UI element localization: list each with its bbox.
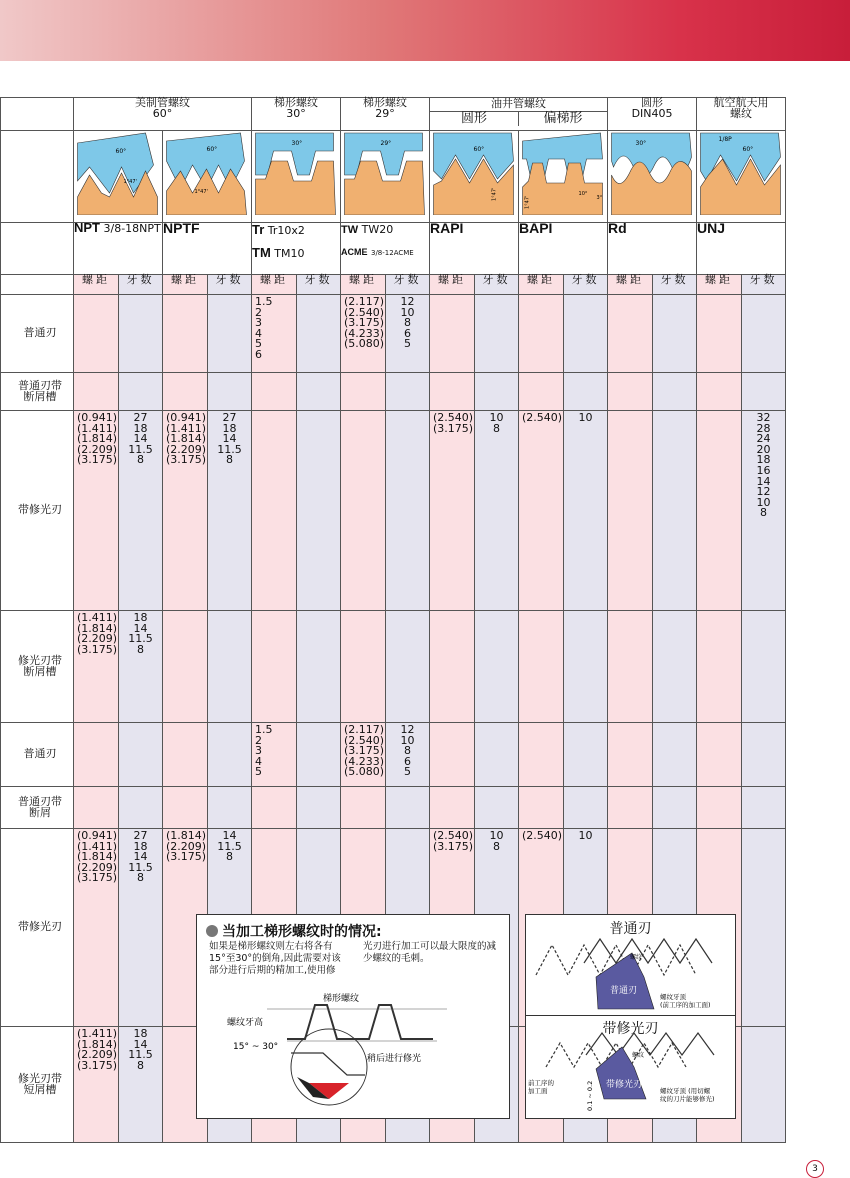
- tw-pitch-cell: [341, 373, 386, 411]
- tr-pitch-cell: [252, 411, 297, 611]
- npt-pitch-cell: [74, 295, 119, 373]
- unj-pitch-cell: [697, 373, 742, 411]
- rapi-tpi-cell: 10 8: [475, 829, 519, 1027]
- bapi-taper-label: 1°47': [524, 195, 531, 209]
- unj-pitch-cell: [697, 787, 742, 829]
- table-row: [1, 723, 786, 787]
- nptf-tpi-cell: 27 18 14 11.5 8: [208, 411, 252, 611]
- nptf-pitch-cell: [163, 373, 208, 411]
- row-label: 带修光刃: [1, 411, 74, 611]
- comparison-diagram: [526, 915, 735, 1120]
- rapi-pitch-cell: [430, 787, 475, 829]
- unj-pitch-cell: [697, 411, 742, 611]
- comparison-panel: 普通刃 带修光刃 普通刃 螺纹 螺纹牙顶(前工序的加工面) 带修光刃 螺纹 前工序的加工面 0.1 ~ 0.2 螺纹牙顶 (用切螺纹的刀片能够修光): [525, 914, 736, 1119]
- bapi-profile: [519, 131, 608, 223]
- bapi-pitch-cell: (2.540): [519, 829, 564, 1027]
- svg-text:螺纹: 螺纹: [632, 1052, 645, 1059]
- rapi-pitch-cell: [430, 295, 475, 373]
- tr-pitch-cell: [252, 787, 297, 829]
- rapi-tpi-cell: [475, 611, 519, 723]
- nptf-name: NPTF: [163, 223, 252, 275]
- svg-text:前工序的加工面: 前工序的加工面: [528, 1079, 554, 1095]
- pitch-column-header: 螺距: [430, 275, 475, 295]
- bapi-tpi-cell: [564, 373, 608, 411]
- rapi-tpi-cell: [475, 723, 519, 787]
- rd-tpi-cell: [653, 723, 697, 787]
- unj-tpi-cell: [742, 611, 786, 723]
- unj-tpi-cell: [742, 1027, 786, 1143]
- tr-pitch-cell: [252, 611, 297, 723]
- tw-tpi-cell: 12 10 8 6 5: [386, 295, 430, 373]
- tw-pitch-cell: (2.117) (2.540) (3.175) (4.233) (5.080): [341, 723, 386, 787]
- rapi-name: RAPI: [430, 223, 519, 275]
- rd-pitch-cell: [608, 723, 653, 787]
- bapi-pitch-cell: [519, 295, 564, 373]
- tr-tpi-cell: [297, 295, 341, 373]
- unj-pitch-cell: [697, 611, 742, 723]
- rapi-pitch-cell: (2.540) (3.175): [430, 829, 475, 1027]
- bapi-pitch-cell: [519, 787, 564, 829]
- tr-tpi-cell: [297, 787, 341, 829]
- unj-angle-label: 60°: [742, 146, 754, 153]
- tr-pitch-cell: 1.5 2 3 4 5 6: [252, 295, 297, 373]
- nptf-pitch-cell: (0.941) (1.411) (1.814) (2.209) (3.175): [163, 411, 208, 611]
- svg-text:稍后进行修光: 稍后进行修光: [367, 1054, 422, 1064]
- tw-tpi-cell: [386, 787, 430, 829]
- table-row: [1, 373, 786, 411]
- tr-tpi-cell: [297, 411, 341, 611]
- unj-tpi-cell: [742, 787, 786, 829]
- tr-angle-label: 30°: [291, 140, 303, 147]
- npt-pitch-cell: (0.941) (1.411) (1.814) (2.209) (3.175): [74, 411, 119, 611]
- unj-tpi-cell: 32 28 24 20 18 16 14 12 10 8: [742, 411, 786, 611]
- unj-p-label: 1/8P: [718, 136, 732, 143]
- rapi-tpi-cell: [475, 295, 519, 373]
- group-unj-header: 航空航天用 螺纹: [697, 98, 786, 131]
- rd-tpi-cell: [653, 611, 697, 723]
- npt-pitch-cell: [74, 723, 119, 787]
- svg-text:0.1 ~ 0.2: 0.1 ~ 0.2: [586, 1080, 594, 1111]
- row-label: 普通刃: [1, 295, 74, 373]
- bullet-icon: [206, 925, 218, 937]
- tpi-column-header: 牙数: [386, 275, 430, 295]
- row-label: 普通刃带 断屑槽: [1, 373, 74, 411]
- svg-text:带修光刃: 带修光刃: [606, 1080, 643, 1090]
- unj-tpi-cell: [742, 373, 786, 411]
- nptf-tpi-cell: [208, 723, 252, 787]
- tpi-column-header: 牙数: [653, 275, 697, 295]
- rd-pitch-cell: [608, 611, 653, 723]
- nptf-pitch-cell: [163, 787, 208, 829]
- tpi-column-header: 牙数: [475, 275, 519, 295]
- rapi-angle-label: 60°: [473, 146, 485, 153]
- rd-pitch-cell: [608, 373, 653, 411]
- npt-pitch-cell: (1.411) (1.814) (2.209) (3.175): [74, 1027, 119, 1143]
- pitch-column-header: 螺距: [163, 275, 208, 295]
- bapi-tpi-cell: 10: [564, 411, 608, 611]
- nptf-tpi-cell: [208, 611, 252, 723]
- bapi-pitch-cell: [519, 373, 564, 411]
- bapi-tpi-cell: [564, 295, 608, 373]
- nptf-profile: [163, 131, 252, 223]
- tpi-column-header: 牙数: [119, 275, 163, 295]
- tr-profile: [252, 131, 341, 223]
- svg-text:15° ~ 30°: 15° ~ 30°: [233, 1042, 279, 1052]
- pitch-column-header: 螺距: [608, 275, 653, 295]
- svg-text:螺纹牙顶(前工序的加工面): 螺纹牙顶(前工序的加工面): [660, 993, 711, 1009]
- top-banner: [0, 0, 850, 61]
- table-row: [1, 295, 786, 373]
- nptf-tpi-cell: [208, 295, 252, 373]
- nptf-pitch-cell: [163, 723, 208, 787]
- corner-cell: [1, 98, 74, 131]
- npt-tpi-cell: 27 18 14 11.5 8: [119, 411, 163, 611]
- row-label: 修光刃带 断屑槽: [1, 611, 74, 723]
- pitch-column-header: 螺距: [697, 275, 742, 295]
- page-number: 3: [806, 1160, 824, 1178]
- rapi-tpi-cell: [475, 787, 519, 829]
- rd-name: Rd: [608, 223, 697, 275]
- svg-text:梯形螺纹: 梯形螺纹: [323, 994, 360, 1004]
- unj-pitch-cell: [697, 295, 742, 373]
- tpi-column-header: 牙数: [297, 275, 341, 295]
- rd-pitch-cell: [608, 787, 653, 829]
- nptf-tpi-cell: 14 11.5 8: [208, 829, 252, 1027]
- nptf-angle-label: 60°: [206, 146, 218, 153]
- svg-text:螺纹牙高: 螺纹牙高: [227, 1018, 264, 1028]
- tw-pitch-cell: [341, 411, 386, 611]
- table-row: [1, 411, 786, 611]
- rapi-pitch-cell: (2.540) (3.175): [430, 411, 475, 611]
- npt-tpi-cell: 18 14 11.5 8: [119, 611, 163, 723]
- npt-tpi-cell: [119, 295, 163, 373]
- tpi-column-header: 牙数: [208, 275, 252, 295]
- pitch-column-header: 螺距: [74, 275, 119, 295]
- npt-tpi-cell: 18 14 11.5 8: [119, 1027, 163, 1143]
- tw-angle-label: 29°: [380, 140, 392, 147]
- nptf-pitch-cell: [163, 611, 208, 723]
- unj-name: UNJ: [697, 223, 786, 275]
- svg-text:普通刃: 普通刃: [610, 986, 638, 996]
- rd-tpi-cell: [653, 373, 697, 411]
- pitch-column-header: 螺距: [519, 275, 564, 295]
- unj-profile: [697, 131, 786, 223]
- group-oilwell-header: 油井管螺纹 圆形 偏梯形: [430, 98, 608, 131]
- nptf-pitch-cell: (1.814) (2.209) (3.175): [163, 829, 208, 1027]
- table-row: [1, 611, 786, 723]
- npt-tpi-cell: [119, 723, 163, 787]
- tpi-column-header: 牙数: [564, 275, 608, 295]
- row-label: 带修光刃: [1, 829, 74, 1027]
- rapi-taper-label: 1°47': [491, 187, 498, 201]
- npt-tpi-cell: [119, 373, 163, 411]
- npt-tpi-cell: [119, 787, 163, 829]
- npt-pitch-cell: (0.941) (1.411) (1.814) (2.209) (3.175): [74, 829, 119, 1027]
- nptf-tpi-cell: [208, 787, 252, 829]
- group-rd-header: 圆形 DIN405: [608, 98, 697, 131]
- tr-tpi-cell: [297, 611, 341, 723]
- npt-pitch-cell: [74, 787, 119, 829]
- bapi-pitch-cell: [519, 723, 564, 787]
- tr-pitch-cell: [252, 373, 297, 411]
- bapi-tpi-cell: [564, 611, 608, 723]
- npt-name: NPT 3/8-18NPT: [74, 223, 163, 275]
- unj-tpi-cell: [742, 829, 786, 1027]
- tr-tpi-cell: [297, 373, 341, 411]
- unj-pitch-cell: [697, 723, 742, 787]
- bapi-10-label: 10°: [578, 191, 588, 197]
- bapi-tpi-cell: [564, 787, 608, 829]
- group-tr-header: 梯形螺纹 30°: [252, 98, 341, 131]
- npt-tpi-cell: 27 18 14 11.5 8: [119, 829, 163, 1027]
- row-label: 普通刃: [1, 723, 74, 787]
- bapi-pitch-cell: [519, 611, 564, 723]
- tr-name: Tr Tr10x2 TM TM10: [252, 223, 341, 275]
- rd-angle-label: 30°: [635, 140, 647, 147]
- npt-pitch-cell: (1.411) (1.814) (2.209) (3.175): [74, 611, 119, 723]
- npt-angle-label: 60°: [115, 148, 127, 155]
- tw-name: TW TW20 ACME 3/8-12ACME: [341, 223, 430, 275]
- group-npt-header: 美制管螺纹 60°: [74, 98, 252, 131]
- npt-taper-label: 1°47': [123, 179, 137, 185]
- tw-tpi-cell: [386, 373, 430, 411]
- tw-tpi-cell: [386, 611, 430, 723]
- nptf-pitch-cell: [163, 295, 208, 373]
- npt-profile: [74, 131, 163, 223]
- tw-tpi-cell: 12 10 8 6 5: [386, 723, 430, 787]
- npt-pitch-cell: [74, 373, 119, 411]
- tw-pitch-cell: (2.117) (2.540) (3.175) (4.233) (5.080): [341, 295, 386, 373]
- rd-pitch-cell: [608, 295, 653, 373]
- row-label: 普通刃带 断屑: [1, 787, 74, 829]
- bapi-tpi-cell: [564, 723, 608, 787]
- rapi-profile: [430, 131, 519, 223]
- rd-profile: [608, 131, 697, 223]
- rd-pitch-cell: [608, 411, 653, 611]
- rd-tpi-cell: [653, 787, 697, 829]
- tpi-column-header: 牙数: [742, 275, 786, 295]
- rapi-pitch-cell: [430, 611, 475, 723]
- row-label: 修光刃带 短屑槽: [1, 1027, 74, 1143]
- pitch-column-header: 螺距: [252, 275, 297, 295]
- rd-tpi-cell: [653, 411, 697, 611]
- svg-text:螺纹牙顶 (用切螺纹的刀片能够修光): 螺纹牙顶 (用切螺纹的刀片能够修光): [660, 1087, 715, 1103]
- group-tw-header: 梯形螺纹 29°: [341, 98, 430, 131]
- bapi-name: BAPI: [519, 223, 608, 275]
- nptf-taper-label: 1°47': [194, 189, 208, 195]
- rd-tpi-cell: [653, 295, 697, 373]
- bapi-3-label: 3°: [596, 195, 603, 201]
- table-row: [1, 787, 786, 829]
- bapi-tpi-cell: 10: [564, 829, 608, 1027]
- trapezoid-note-panel: 当加工梯形螺纹时的情况: 如果是梯形螺纹则左右将各有 15°至30°的倒角,因此需要对该 部分进行后期的精加工,使用修 光刃进行加工可以最大限度的减 少螺纹的毛刺。 梯形螺纹 螺纹牙高 15° ~ 30° 稍后进行修光: [196, 914, 510, 1119]
- trapezoid-diagram: [197, 975, 509, 1125]
- tr-pitch-cell: 1.5 2 3 4 5: [252, 723, 297, 787]
- tw-tpi-cell: [386, 411, 430, 611]
- rapi-tpi-cell: [475, 373, 519, 411]
- rapi-pitch-cell: [430, 723, 475, 787]
- pitch-column-header: 螺距: [341, 275, 386, 295]
- unj-tpi-cell: [742, 295, 786, 373]
- unj-tpi-cell: [742, 723, 786, 787]
- tr-tpi-cell: [297, 723, 341, 787]
- tw-profile: [341, 131, 430, 223]
- svg-text:螺纹: 螺纹: [630, 954, 643, 961]
- bapi-pitch-cell: (2.540): [519, 411, 564, 611]
- rapi-pitch-cell: [430, 373, 475, 411]
- tw-pitch-cell: [341, 611, 386, 723]
- tw-pitch-cell: [341, 787, 386, 829]
- nptf-tpi-cell: [208, 373, 252, 411]
- rapi-tpi-cell: 10 8: [475, 411, 519, 611]
